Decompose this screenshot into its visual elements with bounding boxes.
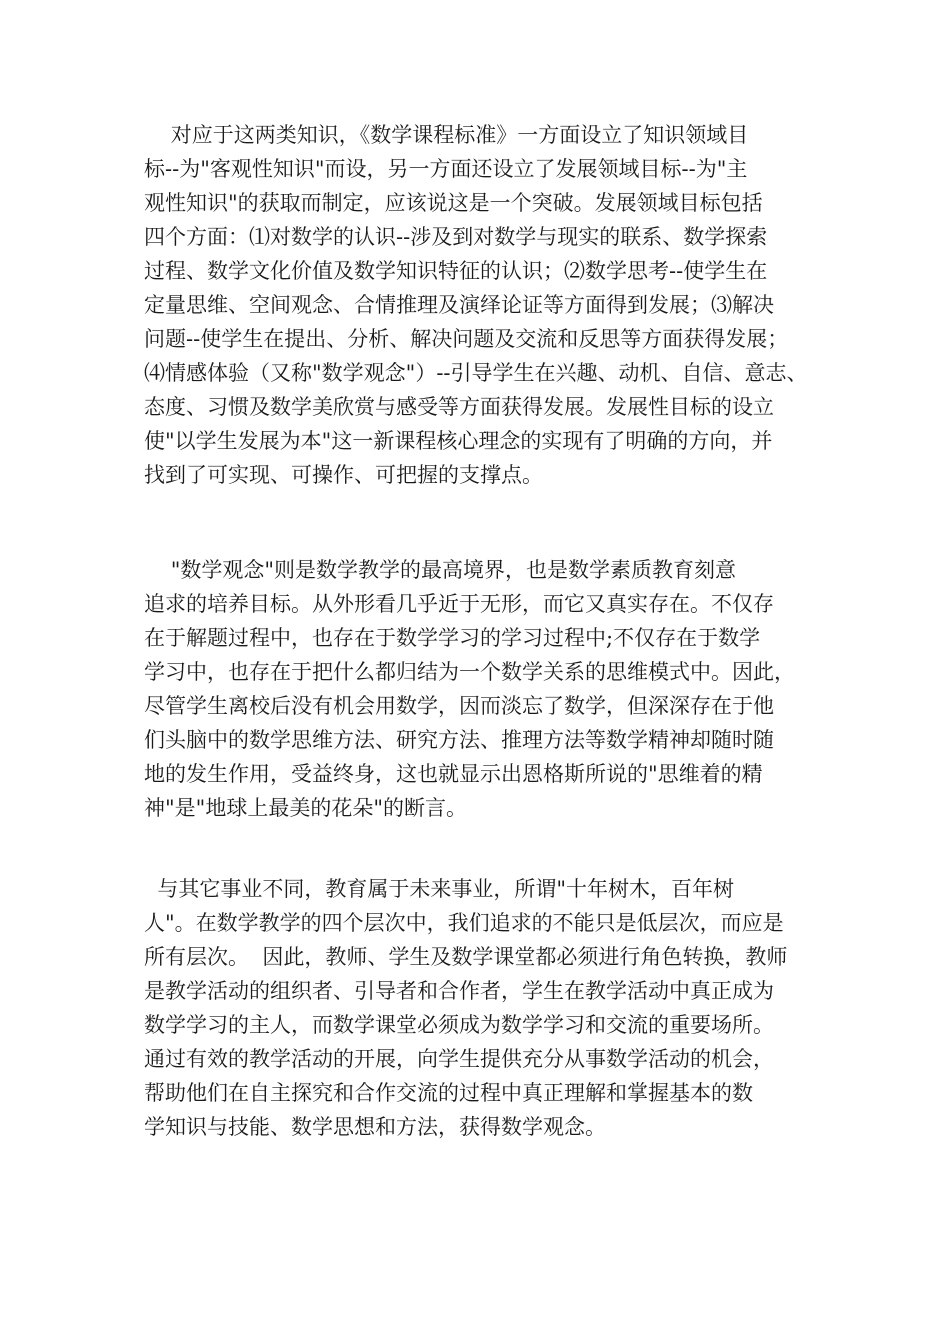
text-line: 追求的培养目标。从外形看几乎近于无形，而它又真实存在。不仅存: [144, 592, 774, 616]
text-line: 问题--使学生在提出、分析、解决问题及交流和反思等方面获得发展；: [144, 327, 789, 351]
text-line: 数学学习的主人，而数学课堂必须成为数学学习和交流的重要场所。: [144, 1013, 774, 1037]
text-line: 找到了可实现、可操作、可把握的支撑点。: [144, 463, 543, 487]
paragraph-education-future: [144, 872, 824, 1144]
text-line: 们头脑中的数学思维方法、研究方法、推理方法等数学精神却随时随: [144, 728, 774, 752]
text-line: ⑷情感体验（又称"数学观念"）--引导学生在兴趣、动机、自信、意志、: [144, 361, 808, 385]
paragraph-math-concept: [144, 553, 824, 825]
text-line: 对应于这两类知识，《数学课程标准》一方面设立了知识领域目: [144, 123, 749, 147]
text-line: 学知识与技能、数学思想和方法，获得数学观念。: [144, 1115, 606, 1139]
text-line: 在于解题过程中，也存在于数学学习的学习过程中;不仅存在于数学: [144, 626, 761, 650]
text-line: 过程、数学文化价值及数学知识特征的认识；⑵数学思考--使学生在: [144, 259, 768, 283]
text-line: 是教学活动的组织者、引导者和合作者，学生在教学活动中真正成为: [144, 979, 774, 1003]
text-line: 态度、习惯及数学美欣赏与感受等方面获得发展。发展性目标的设立: [144, 395, 774, 419]
text-line: 尽管学生离校后没有机会用数学，因而淡忘了数学，但深深存在于他: [144, 694, 774, 718]
text-line: 四个方面：⑴对数学的认识--涉及到对数学与现实的联系、数学探索: [144, 225, 768, 249]
paragraph-development-goals: [144, 118, 824, 492]
text-line: 使"以学生发展为本"这一新课程核心理念的实现有了明确的方向，并: [144, 429, 773, 453]
text-line: 通过有效的教学活动的开展，向学生提供充分从事数学活动的机会，: [144, 1047, 774, 1071]
text-line: 观性知识"的获取而制定，应该说这是一个突破。发展领域目标包括: [144, 191, 763, 215]
text-line: 地的发生作用，受益终身，这也就显示出恩格斯所说的"思维着的精: [144, 762, 763, 786]
text-line: 标--为"客观性知识"而设，另一方面还设立了发展领域目标--为"主: [144, 157, 748, 181]
text-line: "数学观念"则是数学教学的最高境界，也是数学素质教育刻意: [144, 558, 737, 582]
text-line: 人"。在数学教学的四个层次中，我们追求的不能只是低层次，而应是: [144, 911, 784, 935]
text-line: 定量思维、空间观念、合情推理及演绎论证等方面得到发展；⑶解决: [144, 293, 774, 317]
text-line: 所有层次。 因此，教师、学生及数学课堂都必须进行角色转换，教师: [144, 945, 788, 969]
text-line: 神"是"地球上最美的花朵"的断言。: [144, 796, 467, 820]
text-line: 学习中，也存在于把什么都归结为一个数学关系的思维模式中。因此，: [144, 660, 795, 684]
text-line: 帮助他们在自主探究和合作交流的过程中真正理解和掌握基本的数: [144, 1081, 753, 1105]
text-line: 与其它事业不同，教育属于未来事业，所谓"十年树木，百年树: [144, 877, 735, 901]
